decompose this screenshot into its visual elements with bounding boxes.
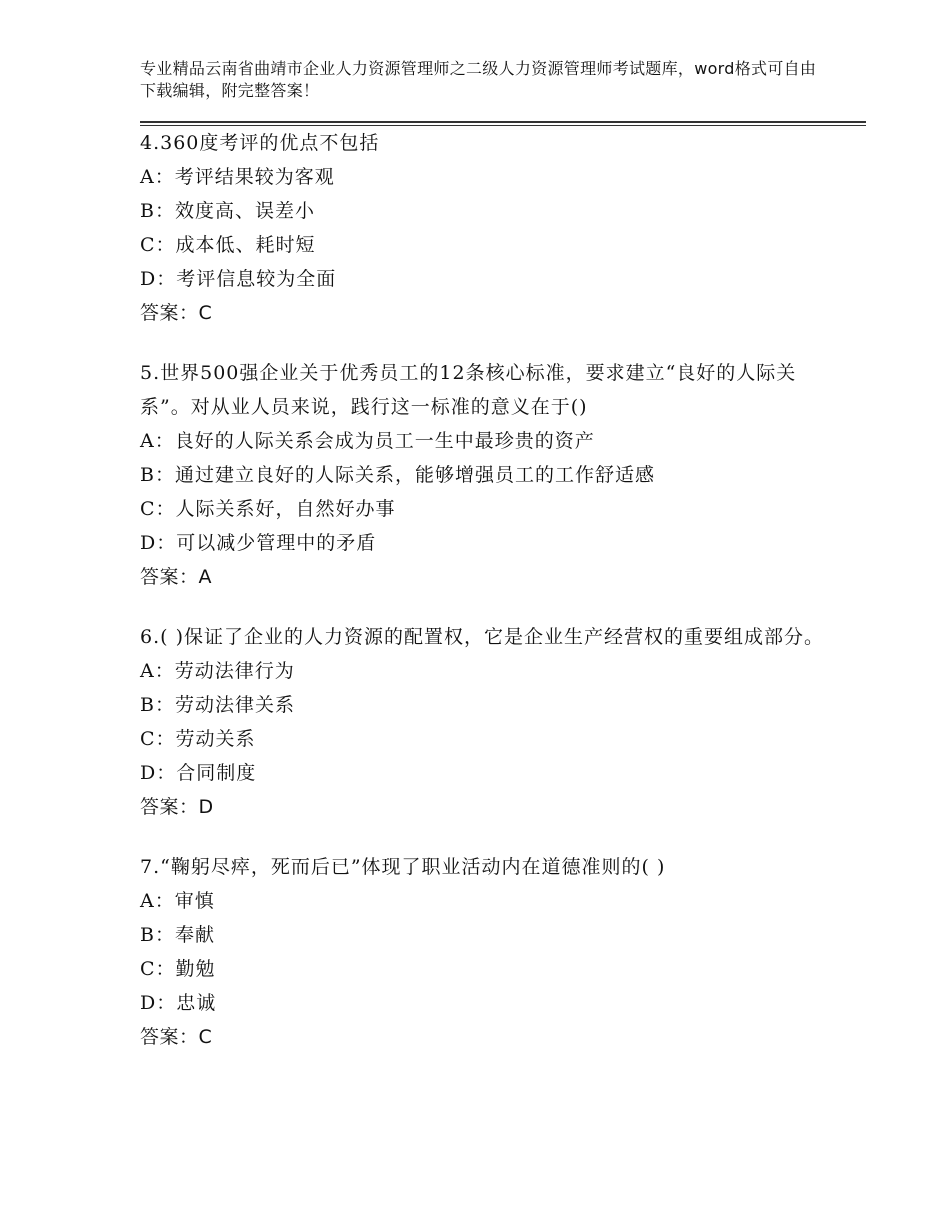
option-b: B：通过建立良好的人际关系，能够增强员工的工作舒适感 bbox=[140, 464, 655, 486]
option-a: A：良好的人际关系会成为员工一生中最珍贵的资产 bbox=[140, 430, 595, 452]
question-item bbox=[140, 850, 840, 1054]
option-b: B：劳动法律关系 bbox=[140, 694, 295, 716]
option-c: C：成本低、耗时短 bbox=[140, 234, 316, 256]
option-a: A：劳动法律行为 bbox=[140, 660, 295, 682]
question-text: 7.“鞠躬尽瘁，死而后已”体现了职业活动内在道德准则的( ) bbox=[140, 856, 666, 878]
header-divider bbox=[140, 121, 866, 123]
option-c: C：人际关系好，自然好办事 bbox=[140, 498, 396, 520]
option-a: A：考评结果较为客观 bbox=[140, 166, 335, 188]
question-text: 4.360度考评的优点不包括 bbox=[140, 132, 380, 154]
answer-line: 答案：A bbox=[140, 566, 212, 588]
answer-line: 答案：C bbox=[140, 302, 213, 324]
question-item bbox=[140, 356, 840, 594]
option-d: D：可以减少管理中的矛盾 bbox=[140, 532, 377, 554]
question-text: 6.( )保证了企业的人力资源的配置权，它是企业生产经营权的重要组成部分。 bbox=[140, 626, 824, 648]
document-header: 专业精品云南省曲靖市企业人力资源管理师之二级人力资源管理师考试题库，word格式可自由下载编辑，附完整答案！ bbox=[140, 59, 817, 100]
option-c: C：劳动关系 bbox=[140, 728, 256, 750]
answer-line: 答案：D bbox=[140, 796, 214, 818]
option-a: A：审慎 bbox=[140, 890, 215, 912]
option-d: D：合同制度 bbox=[140, 762, 257, 784]
question-list bbox=[140, 126, 840, 1080]
question-item bbox=[140, 620, 840, 824]
option-d: D：忠诚 bbox=[140, 992, 217, 1014]
option-b: B：效度高、误差小 bbox=[140, 200, 315, 222]
option-b: B：奉献 bbox=[140, 924, 215, 946]
answer-line: 答案：C bbox=[140, 1026, 213, 1048]
question-text: 5.世界500强企业关于优秀员工的12条核心标准，要求建立“良好的人际关系”。对从业人员来说，践行这一标准的意义在于() bbox=[140, 362, 797, 418]
option-d: D：考评信息较为全面 bbox=[140, 268, 337, 290]
question-item bbox=[140, 126, 840, 330]
option-c: C：勤勉 bbox=[140, 958, 216, 980]
